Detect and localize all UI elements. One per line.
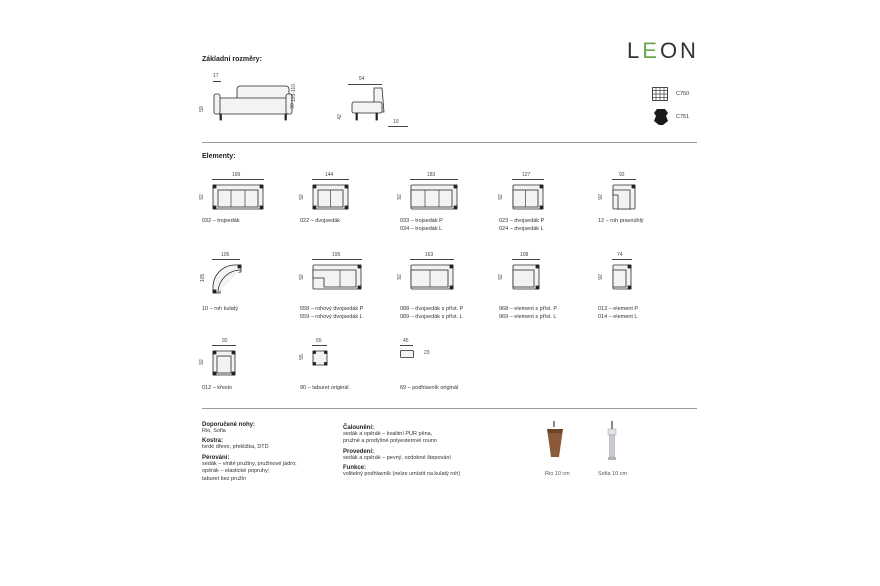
dim-sofa-h2: 103-110 [291,84,297,102]
sofia-leg-label: Sofia 10 cm [598,471,628,477]
fabric-code: C750 [676,91,690,97]
footer-col-1: Doporučené nohy: Rio, Sofia Kostra: tvrdé dřevo, překližka, DTD Pérování: sedák – vlnité pružiny, pružinové jádro; opěrák – elastické popruhy; taburet bez pružin [202,422,297,482]
chair-side-drawing [348,86,388,126]
basic-dimensions-heading: Základní rozměry: [202,56,262,63]
dim-sofa-top: 17 [213,73,219,79]
dim-chair-leg: 10 [393,119,399,125]
dim-sofa-h1: 90 [289,103,296,109]
leather-icon [654,109,668,125]
sofia-leg-icon [604,421,620,463]
divider-2 [202,408,697,409]
dim-chair-seat: 42 [336,114,343,120]
footer-col-2: Čalounění: sedák a opěrák – kvalitní PUR pěna, pružné a prodyšné polyesterové rouno Provedení: sedák a opěrák – pevný, ozdobné štepování Funkce: volitelný podhlavník (nelze umístit na kulatý roh) [343,425,461,478]
rio-leg-icon [545,421,565,461]
rio-leg-label: Rio 10 cm [545,471,570,477]
dim-sofa-height: 59 [198,106,205,112]
divider-1 [202,142,697,143]
elements-heading: Elementy: [202,153,236,160]
sofa-front-drawing [213,84,293,124]
fabric-icon [652,87,668,101]
brand-logo: LEON [627,38,699,63]
leather-code: C751 [676,114,690,120]
dim-chair-top: 54 [359,76,365,82]
